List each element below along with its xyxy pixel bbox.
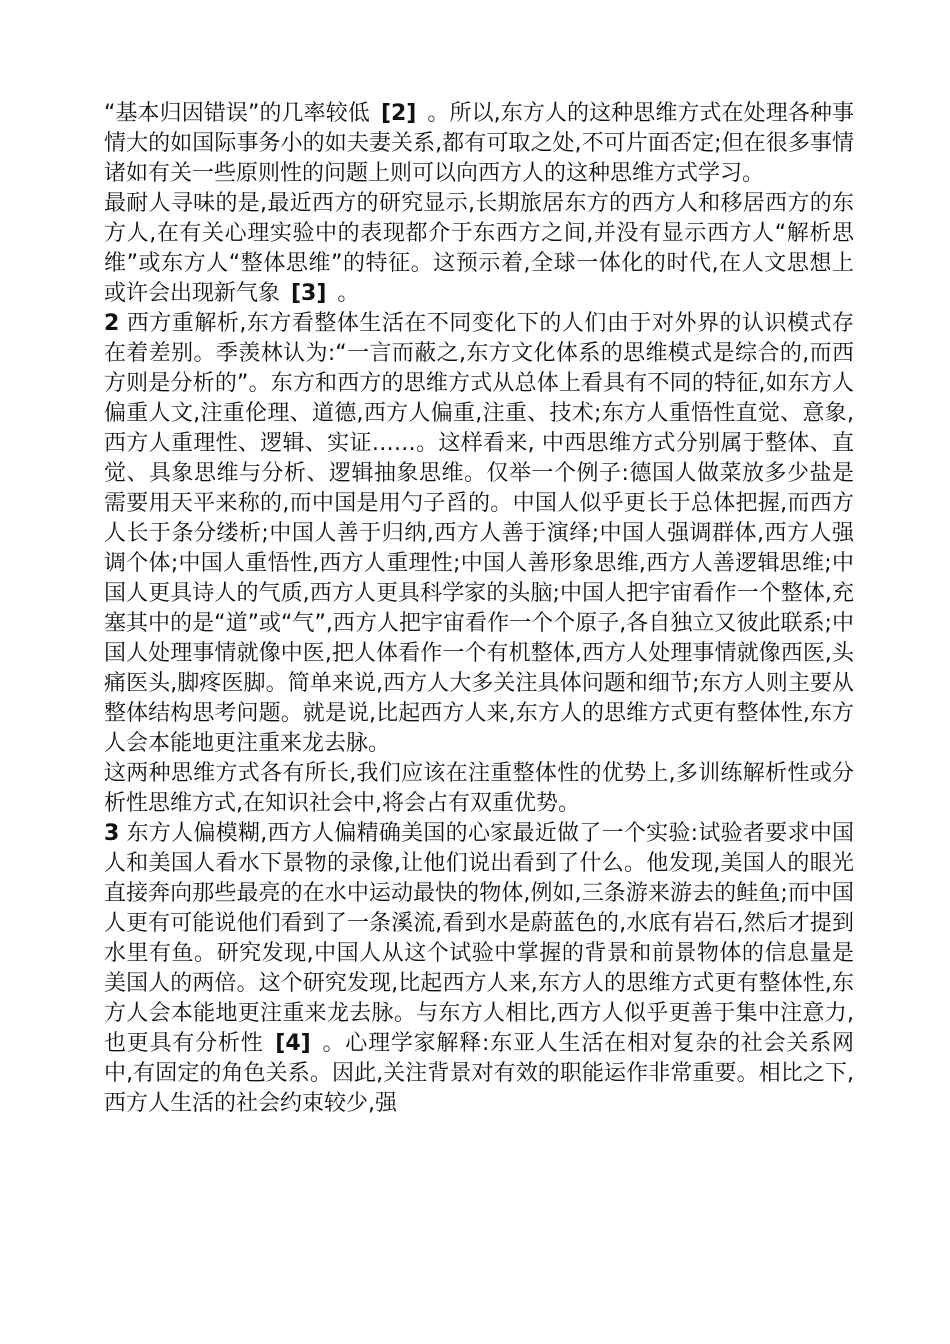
citation-3: [3] bbox=[291, 281, 327, 306]
paragraph-text: 最耐人寻味的是,最近西方的研究显示,长期旅居东方的西方人和移居西方的东方人,在有关心理实验中的表现都介于东西方之间,并没有显示西方人“解析思维”或东方人“整体思维”的特征。这预示着,全球一体化的时代,在人文思想上或许会出现新气象 bbox=[104, 191, 854, 306]
section-3-paragraph bbox=[104, 819, 854, 1119]
citation-4: [4] bbox=[275, 1031, 311, 1056]
paragraph-4 bbox=[104, 759, 854, 819]
paragraph-text: 。所以,东方人的这种思维方式在处理各种事情大的如国际事务小的如夫妻关系,都有可取之处,不可片面否定;但在很多事情诸如有关一些原则性的问题上则可以向西方人的这种思维方式学习。 bbox=[104, 101, 854, 186]
paragraph-text: 。 bbox=[330, 281, 360, 306]
article-body bbox=[104, 99, 854, 1119]
section-2-paragraph bbox=[104, 309, 854, 759]
paragraph-2 bbox=[104, 189, 854, 309]
paragraph-text: 这两种思维方式各有所长,我们应该在注重整体性的优势上,多训练解析性或分析性思维方式,在知识社会中,将会占有双重优势。 bbox=[104, 761, 854, 816]
paragraph-text: 东方人偏模糊,西方人偏精确美国的心家最近做了一个实验:试验者要求中国人和美国人看水下景物的录像,让他们说出看到了什么。他发现,美国人的眼光直接奔向那些最亮的在水中运动最快的物体,例如,三条游来游去的鲑鱼;而中国人更有可能说他们看到了一条溪流,看到水是蔚蓝色的,水底有岩石,然后才提到水里有鱼。研究发现,中国人从这个试验中掌握的背景和前景物体的信息量是美国人的两倍。这个研究发现,比起西方人来,东方人的思维方式更有整体性,东方人会本能地更注重来龙去脉。与东方人相比,西方人似乎更善于集中注意力,也更具有分析性 bbox=[104, 821, 854, 1056]
paragraph-text: “基本归因错误”的几率较低 bbox=[104, 101, 377, 126]
section-number-2: 2 bbox=[104, 311, 120, 336]
paragraph-text: 西方重解析,东方看整体生活在不同变化下的人们由于对外界的认识模式存在着差别。季羡林认为:“一言而蔽之,东方文化体系的思维模式是综合的,而西方则是分析的”。东方和西方的思维方式从总体上看具有不同的特征,如东方人偏重人文,注重伦理、道德,西方人偏重,注重、技术;东方人重悟性直觉、意象, 西方人重理性、逻辑、实证……。这样看来, 中西思维方式分别属于整体、直觉、具象思维与分析、逻辑抽象思维。仅举一个例子:德国人做菜放多少盐是需要用天平来称的,而中国是用勺子舀的。中国人似乎更长于总体把握,而西方人长于条分缕析;中国人善于归纳,西方人善于演绎;中国人强调群体,西方人强调个体;中国人重悟性,西方人重理性;中国人善形象思维,西方人善逻辑思维;中国人更具诗人的气质,西方人更具科学家的头脑;中国人把宇宙看作一个整体,充塞其中的是“道”或“气”,西方人把宇宙看作一个个原子,各自独立又彼此联系;中国人处理事情就像中医,把人体看作一个有机整体,西方人处理事情就像西医,头痛医头,脚疼医脚。简单来说,西方人大多关注具体问题和细节;东方人则主要从整体结构思考问题。就是说,比起西方人来,东方人的思维方式更有整体性,东方人会本能地更注重来龙去脉。 bbox=[104, 311, 854, 756]
citation-2: [2] bbox=[380, 101, 417, 126]
paragraph-1 bbox=[104, 99, 854, 189]
section-number-3: 3 bbox=[104, 821, 120, 846]
paragraph-text: 。心理学家解释:东亚人生活在相对复杂的社会关系网中,有固定的角色关系。因此,关注背景对有效的职能运作非常重要。相比之下,西方人生活的社会约束较少,强 bbox=[104, 1031, 854, 1116]
